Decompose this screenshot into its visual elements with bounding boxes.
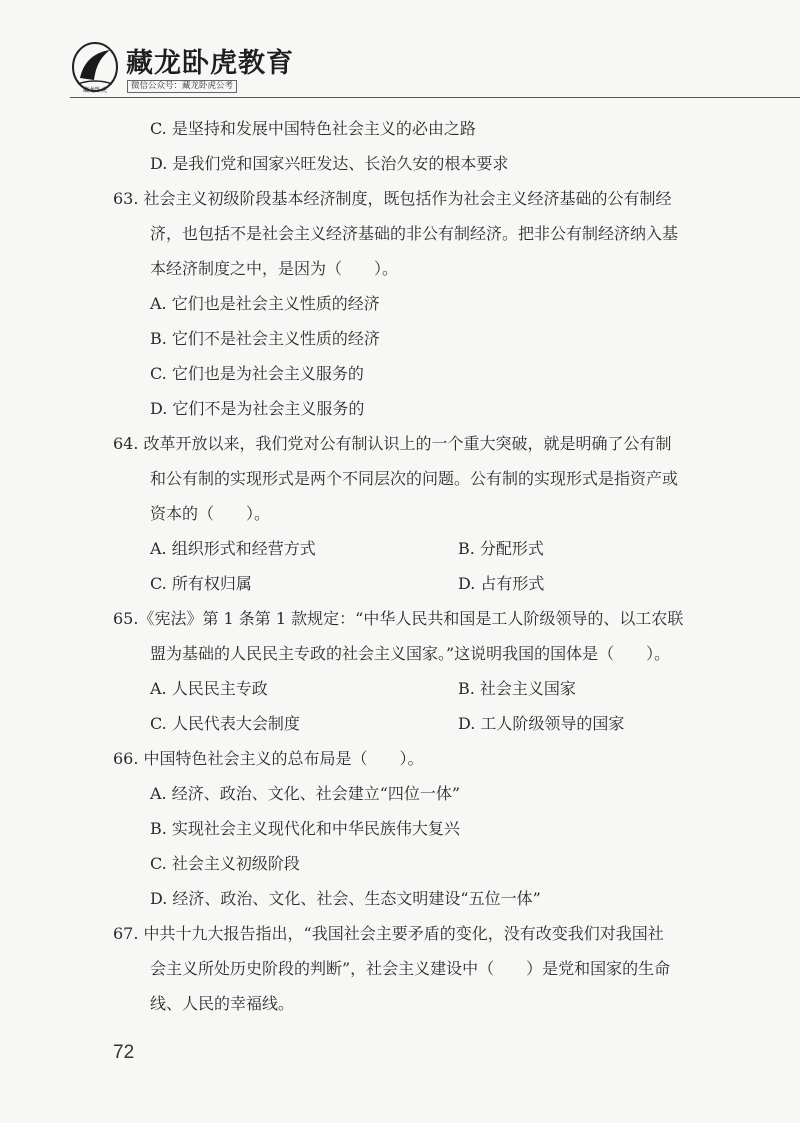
option-line: D. 经济、政治、文化、社会、生态文明建设“五位一体” [150, 889, 541, 908]
question-line: 66. 中国特色社会主义的总布局是（ ）。 [113, 749, 424, 768]
option-line: D. 它们不是为社会主义服务的 [150, 399, 365, 418]
question-line: 64. 改革开放以来，我们党对公有制认识上的一个重大突破，就是明确了公有制 [113, 434, 672, 453]
option-line: C. 所有权归属 [150, 574, 252, 593]
question-line: 会主义所处历史阶段的判断”，社会主义建设中（ ）是党和国家的生命 [150, 959, 671, 978]
option-line: A. 组织形式和经营方式 [150, 539, 316, 558]
option-line: C. 人民代表大会制度 [150, 714, 300, 733]
question-line: 盟为基础的人民民主专政的社会主义国家。”这说明我国的国体是（ ）。 [150, 644, 671, 663]
question-line: 67. 中共十九大报告指出，“我国社会主要矛盾的变化，没有改变我们对我国社 [113, 924, 664, 943]
option-line: D. 是我们党和国家兴旺发达、长治久安的根本要求 [150, 154, 509, 173]
question-line: 线、人民的幸福线。 [150, 994, 295, 1013]
option-line: B. 社会主义国家 [458, 679, 576, 698]
option-line: A. 它们也是社会主义性质的经济 [150, 294, 380, 313]
option-line: C. 是坚持和发展中国特色社会主义的必由之路 [150, 119, 476, 138]
logo-emblem-text: 藏龙卧虎 [82, 87, 108, 94]
question-line: 63. 社会主义初级阶段基本经济制度，既包括作为社会主义经济基础的公有制经 [113, 189, 672, 208]
option-line: B. 实现社会主义现代化和中华民族伟大复兴 [150, 819, 460, 838]
brand-subtitle: 微信公众号：藏龙卧虎公考 [127, 80, 237, 93]
question-line: 济，也包括不是社会主义经济基础的非公有制经济。把非公有制经济纳入基 [150, 224, 679, 243]
option-line: C. 社会主义初级阶段 [150, 854, 300, 873]
question-line: 资本的（ ）。 [150, 504, 271, 523]
question-line: 65.《宪法》第 1 条第 1 款规定：“中华人民共和国是工人阶级领导的、以工农联 [113, 609, 684, 628]
option-line: C. 它们也是为社会主义服务的 [150, 364, 364, 383]
option-line: B. 它们不是社会主义性质的经济 [150, 329, 380, 348]
option-line: D. 工人阶级领导的国家 [458, 714, 625, 733]
question-line: 和公有制的实现形式是两个不同层次的问题。公有制的实现形式是指资产或 [150, 469, 679, 488]
option-line: A. 人民民主专政 [150, 679, 268, 698]
page-number: 72 [113, 1042, 135, 1063]
option-line: B. 分配形式 [458, 539, 544, 558]
brand-title: 藏龙卧虎教育 [126, 48, 294, 79]
question-line: 本经济制度之中，是因为（ ）。 [150, 259, 399, 278]
option-line: D. 占有形式 [458, 574, 545, 593]
option-line: A. 经济、政治、文化、社会建立“四位一体” [150, 784, 461, 803]
